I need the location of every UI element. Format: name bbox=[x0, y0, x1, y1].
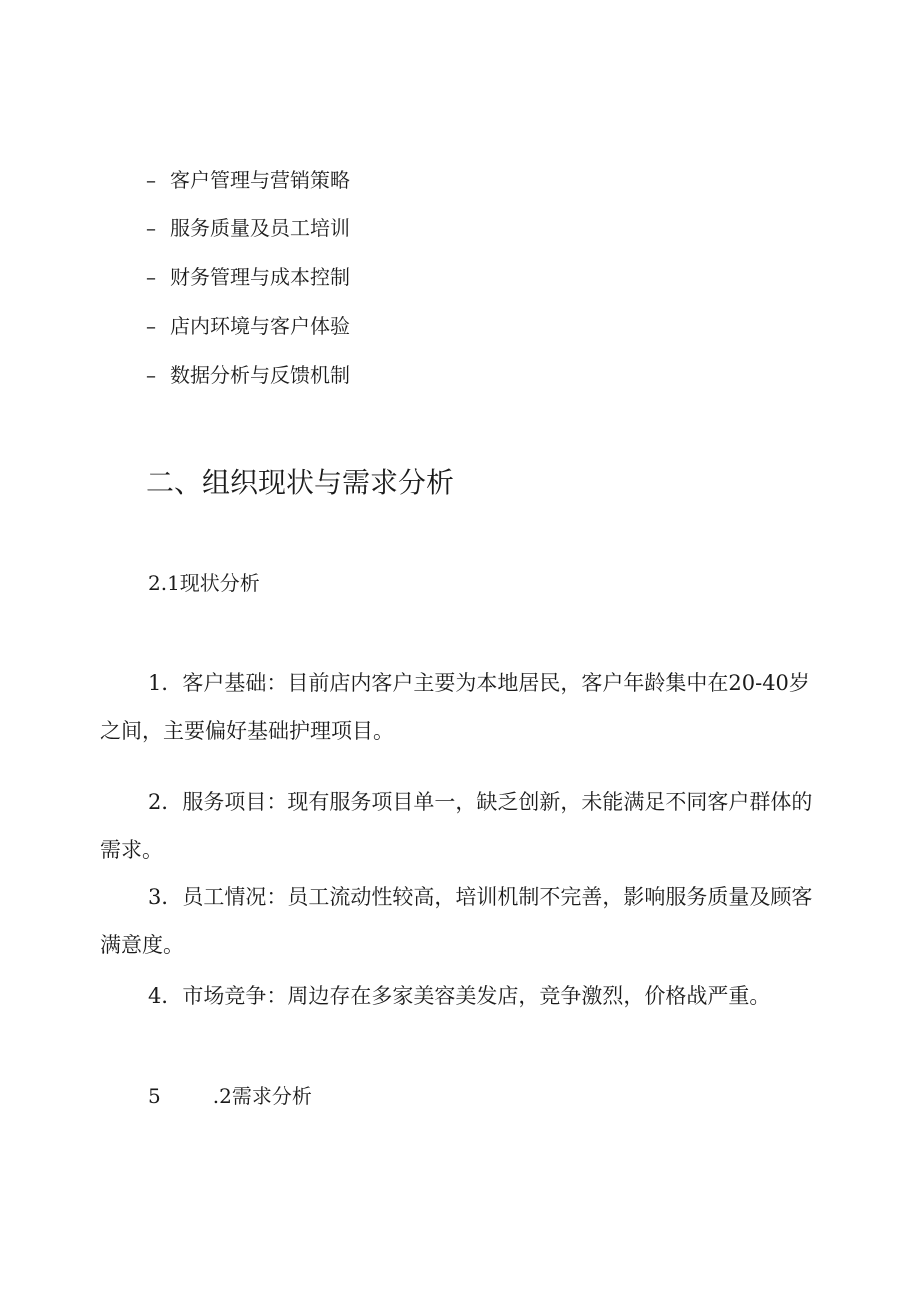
section-heading: 二、组织现状与需求分析 bbox=[146, 466, 455, 499]
bullet-item bbox=[146, 362, 350, 388]
paragraph-text: ．服务项目：现有服务项目单一，缺乏创新，未能满足不同客户群体的需求。 bbox=[100, 790, 813, 862]
paragraph-item bbox=[100, 778, 820, 874]
bullet-text: 客户管理与营销策略 bbox=[170, 168, 350, 192]
bullet-text: 数据分析与反馈机制 bbox=[170, 363, 350, 387]
bullet-dash: – bbox=[146, 216, 156, 240]
paragraph-text: ．客户基础：目前店内客户主要为本地居民，客户年龄集中在20-40岁之间，主要偏好基础护理项目。 bbox=[100, 671, 810, 743]
bullet-dash: – bbox=[146, 265, 156, 289]
bullet-dash: – bbox=[146, 314, 156, 338]
bullet-item bbox=[146, 167, 350, 193]
paragraph-number: 1 bbox=[148, 671, 162, 695]
subsection-heading: 2.1现状分析 bbox=[148, 571, 260, 595]
bullet-item bbox=[146, 313, 350, 339]
subsection-text: .2需求分析 bbox=[212, 1084, 312, 1108]
bullet-text: 财务管理与成本控制 bbox=[170, 265, 350, 289]
paragraph-item bbox=[100, 659, 820, 755]
bullet-text: 服务质量及员工培训 bbox=[170, 216, 350, 240]
bullet-text: 店内环境与客户体验 bbox=[170, 314, 350, 338]
paragraph-item bbox=[100, 972, 820, 1020]
paragraph-number: 2 bbox=[148, 790, 162, 814]
paragraph-text: ．市场竞争：周边存在多家美容美发店，竞争激烈，价格战严重。 bbox=[161, 984, 771, 1008]
bullet-item bbox=[146, 264, 350, 290]
paragraph-number: 3 bbox=[148, 885, 162, 909]
bullet-dash: – bbox=[146, 363, 156, 387]
subsection-number: 5 bbox=[148, 1084, 161, 1108]
paragraph-item bbox=[100, 873, 820, 969]
paragraph-text: ．员工情况：员工流动性较高，培训机制不完善，影响服务质量及顾客满意度。 bbox=[100, 885, 813, 957]
subsection-heading bbox=[148, 1083, 312, 1109]
paragraph-number: 4 bbox=[148, 984, 162, 1008]
bullet-dash: – bbox=[146, 168, 156, 192]
bullet-item bbox=[146, 215, 350, 241]
